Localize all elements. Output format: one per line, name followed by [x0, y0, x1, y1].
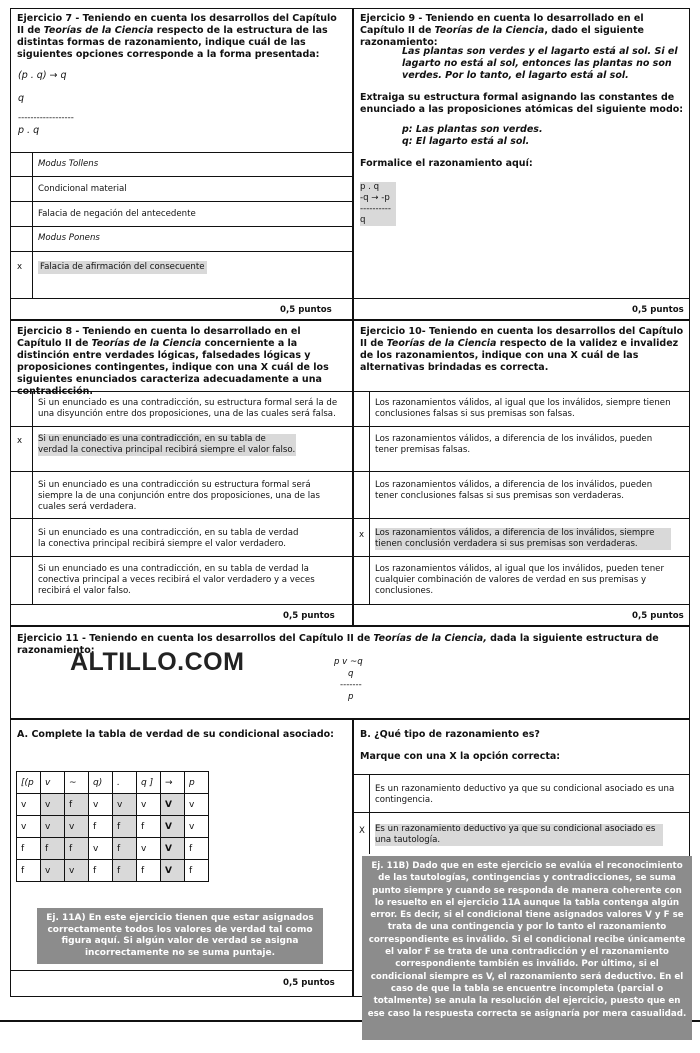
divider	[353, 604, 690, 605]
truth-table-cell[interactable]: f	[17, 838, 41, 860]
option-text: Falacia de negación del antecedente	[38, 209, 196, 219]
truth-table-row	[17, 816, 209, 838]
option-text-selected: Es un razonamiento deductivo ya que su condicional asociado es una tautología.	[375, 824, 663, 846]
option-mark[interactable]: X	[359, 826, 365, 836]
divider	[10, 471, 353, 472]
option-text: Los razonamientos válidos, al igual que los inválidos, siempre tienen conclusiones falsas si sus premisas son falsas.	[375, 398, 671, 419]
truth-table-row	[17, 794, 209, 816]
option-text: Si un enunciado es una contradicción su estructura formal será siempre la de una conjunción entre dos proposiciones, una de las cuales será verdadera.	[38, 480, 320, 512]
heading-bold: Ejercicio 7 - Teniendo en cuenta los desarrollos del Capítulo II de	[17, 13, 337, 36]
exercise-9-answer-line-1[interactable]: p . q	[360, 182, 396, 193]
divider	[353, 471, 690, 472]
truth-table-cell[interactable]: f	[41, 838, 65, 860]
exercise-9-quote: Las plantas son verdes y el lagarto está al sol. Si el lagarto no está al sol, entonces las plantas no son verdes. Por lo tanto, el lagarto está al sol.	[402, 46, 678, 81]
exercise-10-heading	[360, 326, 686, 374]
truth-table-cell[interactable]: f	[113, 860, 137, 882]
truth-table-cell[interactable]: V	[161, 794, 185, 816]
truth-table	[16, 771, 209, 882]
exercise-9-answer-line-2[interactable]: -q → -p	[360, 193, 396, 204]
divider	[10, 391, 353, 392]
divider	[10, 226, 353, 227]
exercise-7-formula-line-2: q	[18, 93, 25, 104]
exercise-11a-points: 0,5 puntos	[283, 978, 335, 988]
divider	[10, 604, 353, 605]
truth-table-cell[interactable]: V	[161, 838, 185, 860]
heading-rest: concerniente a la distinción entre verdades lógicas, falsedades lógicas y proposiciones contingentes, indique con una X cuál de los siguientes enunciados caracteriza adecuadamente a una	[17, 338, 329, 385]
option-text-selected: Si un enunciado es una contradicción, en su tabla de verdad la conectiva principal recibirá siempre el valor falso.	[38, 434, 296, 455]
truth-table-header-cell: ~	[65, 772, 89, 794]
exercise-9-key-p: p: Las plantas son verdes.	[402, 124, 543, 135]
heading-italic: Teorías de la Ciencia	[91, 338, 202, 349]
truth-table-cell[interactable]: v	[89, 838, 113, 860]
truth-table-cell[interactable]: v	[17, 794, 41, 816]
truth-table-header-cell: →	[161, 772, 185, 794]
truth-table-header-cell: q)	[89, 772, 113, 794]
divider	[10, 152, 353, 153]
exercise-9-instruction: Extraiga su estructura formal asignando las constantes de enunciado a las proposiciones atómicas del siguiente modo:	[360, 92, 684, 115]
exercise-9-key-q: q: El lagarto está al sol.	[402, 136, 530, 147]
truth-table-header-row	[17, 772, 209, 794]
option-text-selected: Falacia de afirmación del consecuente	[40, 262, 205, 272]
exercise-11-structure-line-3: -------	[340, 680, 362, 690]
option-mark[interactable]: x	[17, 262, 23, 272]
option-text: Si un enunciado es una contradicción, su estructura formal será la de una disyunción entre dos proposiciones, una de las cuales será falsa.	[38, 398, 338, 419]
option-text: Modus Tollens	[38, 159, 99, 169]
truth-table-cell[interactable]: f	[17, 860, 41, 882]
option-mark[interactable]: x	[359, 530, 365, 540]
divider	[10, 176, 353, 177]
heading-rest: dada la siguiente estructura de razonamiento:	[17, 633, 659, 656]
truth-table-cell[interactable]: f	[65, 794, 89, 816]
truth-table-cell[interactable]: f	[137, 860, 161, 882]
truth-table-cell[interactable]: v	[113, 794, 137, 816]
truth-table-cell[interactable]: v	[41, 860, 65, 882]
truth-table-row	[17, 860, 209, 882]
exercise-9-answer-line-3[interactable]: ----------	[360, 204, 396, 215]
exercise-7-formula-line-4: p . q	[18, 125, 40, 136]
truth-table-cell[interactable]: f	[89, 816, 113, 838]
truth-table-cell[interactable]: f	[113, 816, 137, 838]
altillo-logo: ALTILLO.COM	[70, 648, 245, 676]
truth-table-cell[interactable]: v	[137, 794, 161, 816]
truth-table-cell[interactable]: v	[17, 816, 41, 838]
truth-table-header-cell: .	[113, 772, 137, 794]
truth-table-cell[interactable]: V	[161, 860, 185, 882]
divider	[32, 391, 33, 604]
exercise-10-points: 0,5 puntos	[632, 611, 684, 621]
truth-table-cell[interactable]: v	[65, 860, 89, 882]
heading-rest: respecto de la validez e invalidez de los razonamientos, indique con una X cuál de las alternativas brindadas es correcta.	[360, 338, 679, 373]
truth-table-cell[interactable]: v	[65, 816, 89, 838]
heading-rest: , dado el siguiente razonamiento:	[360, 25, 645, 48]
exercise-11b-title: B. ¿Qué tipo de razonamiento es?	[360, 729, 540, 740]
divider	[10, 426, 353, 427]
divider	[10, 201, 353, 202]
divider	[353, 426, 690, 427]
exercise-11-structure-line-2: q	[348, 669, 354, 679]
truth-table-cell[interactable]: v	[41, 816, 65, 838]
truth-table-cell[interactable]: v	[185, 816, 209, 838]
option-text: Si un enunciado es una contradicción, en su tabla de verdad la conectiva principal recibirá siempre el valor verdadero.	[38, 528, 299, 549]
heading-italic: Teorías de la Ciencia	[434, 25, 545, 36]
truth-table-cell[interactable]: f	[137, 816, 161, 838]
truth-table-header-cell: p	[185, 772, 209, 794]
exercise-7-formula-line-1: (p . q) → q	[18, 70, 67, 81]
heading-bold: Ejercicio 9 - Teniendo en cuenta lo desarrollado en el Capítulo II de	[360, 13, 644, 36]
truth-table-cell[interactable]: f	[113, 838, 137, 860]
truth-table-cell[interactable]: v	[41, 794, 65, 816]
divider	[369, 391, 370, 604]
truth-table-header-cell: [(p	[17, 772, 41, 794]
exercise-9-formalize-label: Formalice el razonamiento aquí:	[360, 158, 533, 169]
exercise-11a-note: Ej. 11A) En este ejercicio tienen que estar asignados correctamente todos los valores de verdad tal como figura aquí. Si algún valor de verdad se asigna incorrectamente no se suma puntaje.	[37, 908, 323, 964]
heading-italic: Teorías de la Ciencia,	[373, 633, 487, 644]
option-text: Modus Ponens	[38, 233, 100, 243]
option-text: Condicional material	[38, 184, 127, 194]
truth-table-header-cell: v	[41, 772, 65, 794]
divider	[353, 774, 690, 775]
divider	[353, 391, 690, 392]
divider	[10, 970, 353, 971]
heading-bold: Ejercicio 10- Teniendo en cuenta los desarrollos del Capítulo II de	[360, 326, 684, 349]
option-text: Es un razonamiento deductivo ya que su condicional asociado es una contingencia.	[375, 784, 675, 805]
option-text: Los razonamientos válidos, a diferencia de los inválidos, pueden tener conclusiones falsas si sus premisas son verdaderas.	[375, 480, 653, 501]
heading-bold: Ejercicio 11 - Teniendo en cuenta los desarrollos del Capítulo II de	[17, 633, 371, 644]
exercise-11a-title: A. Complete la tabla de verdad de su condicional asociado:	[17, 729, 334, 740]
exercise-9-heading	[360, 13, 686, 49]
divider	[369, 774, 370, 854]
truth-table-cell[interactable]: v	[89, 794, 113, 816]
truth-table-cell[interactable]: v	[185, 794, 209, 816]
exercise-8-points: 0,5 puntos	[283, 611, 335, 621]
exercise-11b-note: Ej. 11B) Dado que en este ejercicio se evalúa el reconocimiento de las tautologías, contingencias y contradicciones, se suma punto siempre y cuando se responda de manera coherente con lo resuelto en el ejercicio 11A aunque la tabla contenga algún error. Es decir, si el condicional tiene asignados valores V y F se trata de una contingencia y por lo tanto el razonamiento correspondiente es inválido. Si el condicional recibe únicamente el valor F se trata de una contradicción y el razonamiento correspondiente también es inválido. Por último, si el condicional siempre es V, el razonamiento será deductivo. En el caso de que la tabla se encuentre incompleta (parcial o totalmente) se anula la resolución del ejercicio, puesto que en ese caso la respuesta correcta se asignaría por mera casualidad.	[362, 856, 692, 1040]
exercise-7-formula-line-3: ------------------	[18, 113, 74, 123]
truth-table-cell[interactable]: f	[185, 860, 209, 882]
truth-table-cell[interactable]: f	[89, 860, 113, 882]
divider	[10, 518, 353, 519]
truth-table-row	[17, 838, 209, 860]
divider	[32, 152, 33, 298]
divider	[353, 556, 690, 557]
option-text-selected: Los razonamientos válidos, a diferencia de los inválidos, siempre tienen conclusión verdadera si sus premisas son verdaderas.	[375, 528, 671, 550]
exercise-7-heading	[17, 13, 347, 61]
divider	[10, 251, 353, 252]
heading-italic: Teorías de la Ciencia	[386, 338, 497, 349]
truth-table-cell[interactable]: v	[137, 838, 161, 860]
exercise-8-heading	[17, 326, 347, 398]
option-text: Los razonamientos válidos, a diferencia de los inválidos, pueden tener premisas falsas.	[375, 434, 653, 455]
divider	[10, 298, 353, 299]
divider	[10, 556, 353, 557]
truth-table-cell[interactable]: V	[161, 816, 185, 838]
exercise-9-answer-line-4[interactable]: q	[360, 215, 396, 226]
divider	[353, 518, 690, 519]
heading-italic: Teorías de la Ciencia	[43, 25, 154, 36]
exercise-11-structure-line-1: p v ~q	[334, 657, 363, 667]
option-text: Si un enunciado es una contradicción, en su tabla de verdad la conectiva principal a veces recibirá el valor verdadero y a veces recibirá el valor falso.	[38, 564, 315, 596]
divider	[353, 298, 690, 299]
exercise-11-structure-line-4: p	[348, 692, 354, 702]
heading-rest: respecto de la estructura de las distintas formas de razonamiento, indique cuál de las siguientes opciones corresponde a la forma presentada:	[17, 25, 328, 60]
truth-table-cell[interactable]: f	[185, 838, 209, 860]
option-mark[interactable]: x	[17, 436, 23, 446]
truth-table-cell[interactable]: f	[65, 838, 89, 860]
exercise-9-points: 0,5 puntos	[632, 305, 684, 315]
option-text: Los razonamientos válidos, al igual que los inválidos, pueden tener cualquier combinación de valores de verdad en sus premisas y conclusiones.	[375, 564, 664, 596]
exercise-7-points: 0,5 puntos	[280, 305, 332, 315]
exercise-11b-instruction: Marque con una X la opción correcta:	[360, 751, 561, 762]
divider	[353, 812, 690, 813]
heading-bold: Ejercicio 8 - Teniendo en cuenta lo desarrollado en el Capítulo II de	[17, 326, 301, 349]
truth-table-header-cell: q ]	[137, 772, 161, 794]
